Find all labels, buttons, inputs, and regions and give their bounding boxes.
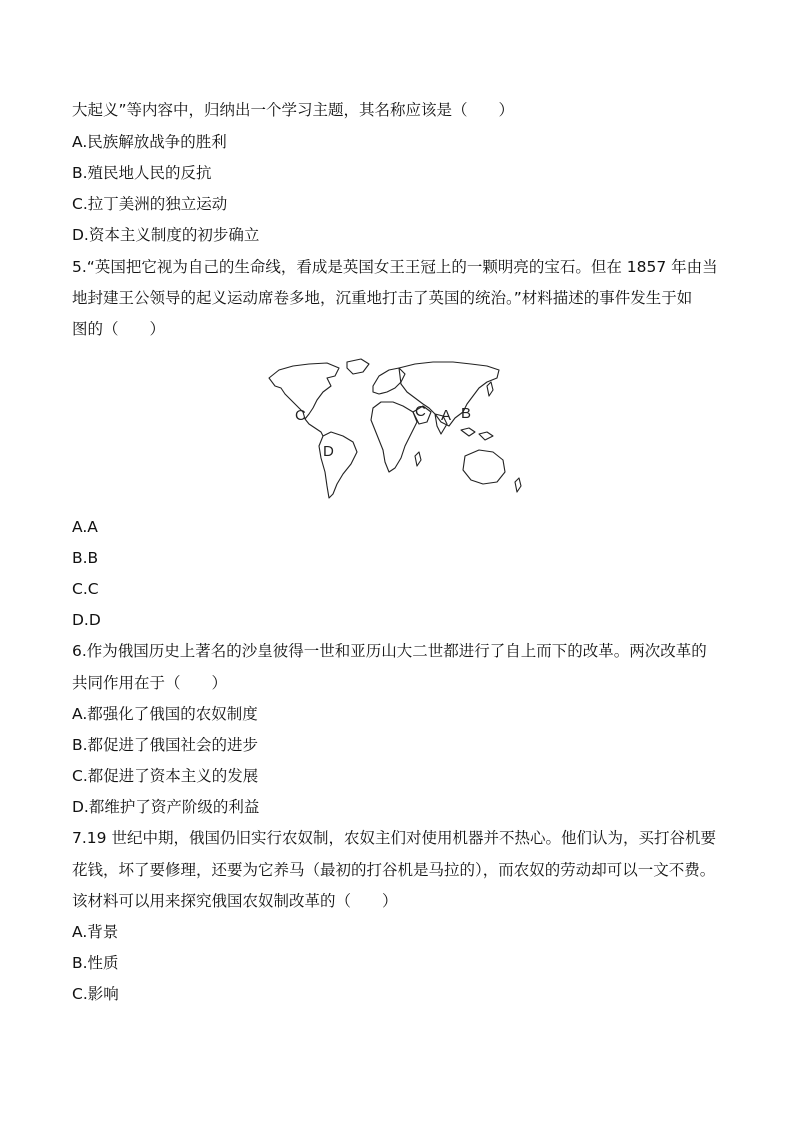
map-label-a: A bbox=[441, 407, 452, 424]
q7-stem-line-1: 7.19 世纪中期，俄国仍旧实行农奴制，农奴主们对使用机器并不热心。他们认为，买打谷机要 bbox=[72, 829, 716, 847]
world-map-figure bbox=[265, 356, 535, 504]
world-map-outline bbox=[265, 356, 535, 504]
q5-option-a[interactable]: A.A bbox=[72, 518, 98, 536]
q4-option-c[interactable]: C.拉丁美洲的独立运动 bbox=[72, 195, 228, 213]
map-label-c-mideast: C bbox=[415, 403, 426, 420]
q7-option-b[interactable]: B.性质 bbox=[72, 954, 119, 972]
q5-stem-line-2: 地封建王公领导的起义运动席卷多地，沉重地打击了英国的统治。”材料描述的事件发生于如 bbox=[72, 289, 693, 307]
map-label-d: D bbox=[323, 443, 334, 460]
q7-option-c[interactable]: C.影响 bbox=[72, 985, 119, 1003]
q4-option-a[interactable]: A.民族解放战争的胜利 bbox=[72, 133, 227, 151]
q4-stem-tail: 大起义”等内容中，归纳出一个学习主题，其名称应该是（ ） bbox=[72, 101, 515, 119]
q6-option-b[interactable]: B.都促进了俄国社会的进步 bbox=[72, 736, 259, 754]
q6-stem-line-1: 6.作为俄国历史上著名的沙皇彼得一世和亚历山大二世都进行了自上而下的改革。两次改革的 bbox=[72, 642, 707, 660]
q6-option-a[interactable]: A.都强化了俄国的农奴制度 bbox=[72, 705, 258, 723]
q4-option-d[interactable]: D.资本主义制度的初步确立 bbox=[72, 226, 260, 244]
map-label-b: B bbox=[461, 405, 472, 422]
map-label-c-americas: C bbox=[295, 407, 306, 424]
q7-stem-line-2: 花钱，坏了要修理，还要为它养马（最初的打谷机是马拉的），而农奴的劳动却可以一文不费。 bbox=[72, 861, 716, 879]
q7-option-a[interactable]: A.背景 bbox=[72, 923, 119, 941]
q6-option-c[interactable]: C.都促进了资本主义的发展 bbox=[72, 767, 259, 785]
q5-stem-line-1: 5.“英国把它视为自己的生命线，看成是英国女王王冠上的一颗明亮的宝石。但在 1857 年由当 bbox=[72, 258, 718, 276]
q5-option-c[interactable]: C.C bbox=[72, 580, 99, 598]
q6-option-d[interactable]: D.都维护了资产阶级的利益 bbox=[72, 798, 260, 816]
q7-stem-line-3: 该材料可以用来探究俄国农奴制改革的（ ） bbox=[72, 892, 398, 910]
q5-stem-line-3: 图的（ ） bbox=[72, 320, 166, 338]
q6-stem-line-2: 共同作用在于（ ） bbox=[72, 674, 228, 692]
q5-option-b[interactable]: B.B bbox=[72, 549, 99, 567]
q4-option-b[interactable]: B.殖民地人民的反抗 bbox=[72, 164, 212, 182]
q5-option-d[interactable]: D.D bbox=[72, 611, 101, 629]
